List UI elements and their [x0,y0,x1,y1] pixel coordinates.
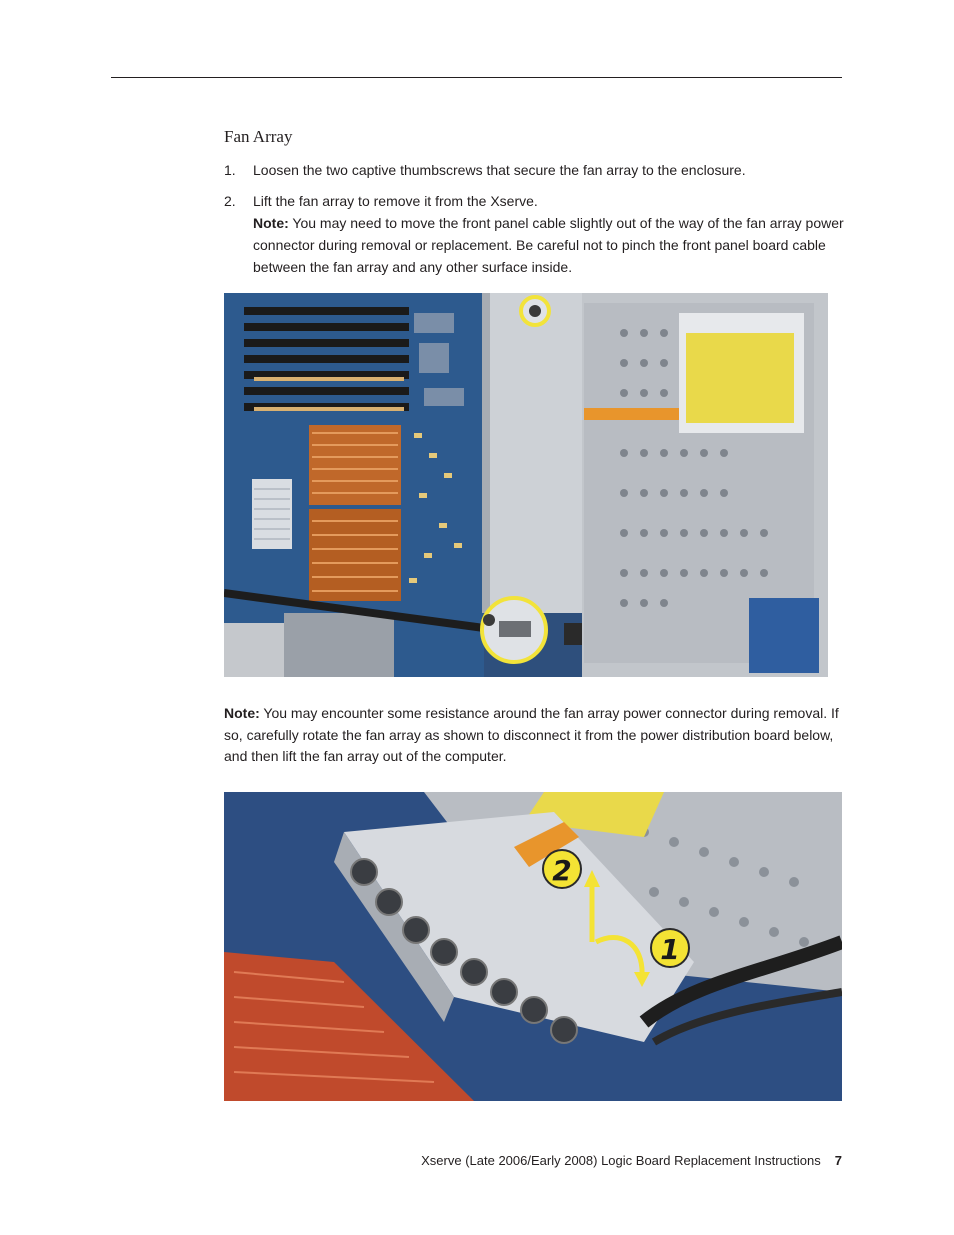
step-2-number: 2. [224,193,236,209]
callout-1-label: 1 [660,933,680,966]
step-2-text: Lift the fan array to remove it from the Xserve. [253,193,538,209]
page-footer [421,1153,842,1168]
step-1-text: Loosen the two captive thumbscrews that secure the fan array to the enclosure. [253,162,746,178]
step-2-note-label: Note: [253,215,289,231]
photo-top-view [224,293,828,677]
step-2-note-text: You may need to move the front panel cable slightly out of the way of the fan array power connector during removal or replacement. Be careful not to pinch the front panel board cable between the fan array and any other surface inside. [253,215,844,275]
header-rule [111,77,842,78]
photo-angled-view [224,792,842,1101]
callout-2-label: 2 [552,854,572,887]
page-number: 7 [834,1153,842,1168]
note-resistance-label: Note: [224,705,260,721]
note-resistance-text: You may encounter some resistance around the fan array power connector during removal. If so, carefully rotate the fan array as shown to disconnect it from the power distribution board below, and then lift the fan array out of the computer. [224,705,839,764]
step-1-number: 1. [224,162,236,178]
step-2-note [253,212,853,278]
note-resistance [224,703,844,768]
section-heading: Fan Array [224,127,293,146]
footer-title: Xserve (Late 2006/Early 2008) Logic Board Replacement Instructions [421,1153,821,1168]
